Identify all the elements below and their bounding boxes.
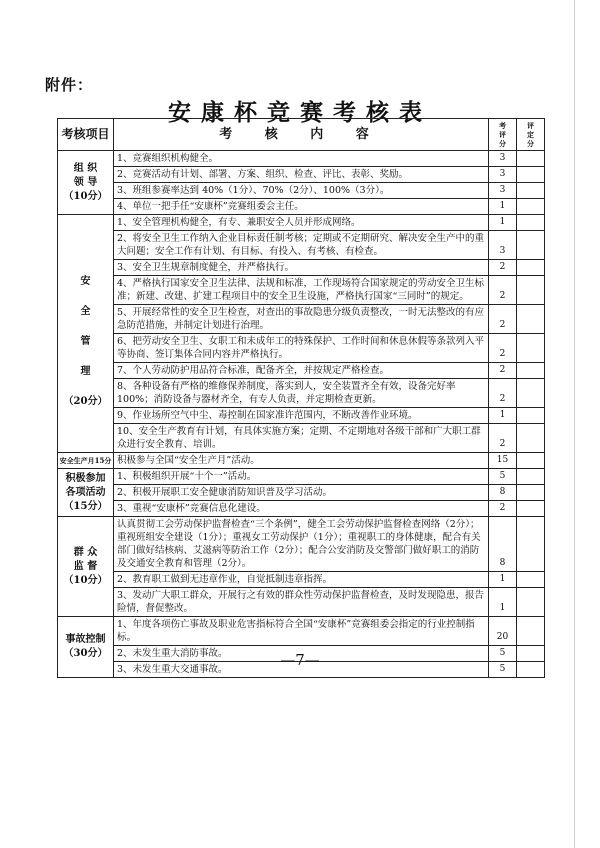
header-content: 考 核 内 容 xyxy=(114,119,489,151)
item-score: 5 xyxy=(489,469,517,485)
table-row xyxy=(58,588,545,617)
item-score: 3 xyxy=(489,167,517,183)
table-row xyxy=(58,517,545,572)
rating-cell[interactable] xyxy=(517,408,545,424)
item-text: 9、作业场所空气中尘、毒控制在国家准许范围内，不断改善作业环境。 xyxy=(114,408,489,424)
table-row xyxy=(58,453,545,469)
table-row xyxy=(58,469,545,485)
item-score: 3 xyxy=(489,231,517,260)
category-line: （30分） xyxy=(63,648,108,659)
item-score: 8 xyxy=(489,485,517,501)
item-text: 积极参与全国“安全生产月”活动。 xyxy=(114,453,489,469)
rating-cell[interactable] xyxy=(517,617,545,646)
category-cell xyxy=(58,215,114,453)
header-rating: 评 定 分 xyxy=(517,119,545,151)
category-cell xyxy=(58,469,114,517)
item-text: 5、开展经常性的安全卫生检查，对查出的事故隐患分级负责整改，一时无法整改的有应急防范措施，并制定计划进行治理。 xyxy=(114,305,489,334)
item-score: 2 xyxy=(489,260,517,276)
page-title: 安康杯竞赛考核表 xyxy=(168,99,432,126)
category-line: 积极参加 xyxy=(65,472,106,484)
category-cell xyxy=(58,151,114,215)
item-text: 8、各种设备有严格的维修保养制度，落实到人，安全装置齐全有效，设备完好率 100%；消防设备与器材齐全，有专人负责，并定期检查更新。 xyxy=(114,379,489,408)
item-text: 认真贯彻工会劳动保护监督检查“三个条例”，健全工会劳动保护监督检查网络（2分）；重视班组安全建设（1分）；重视女工劳动保护（1分）；重视职工的身体健康，配合有关部门做好结核病、艾滋病等防治工作（2分）；配合公安消防及交警部门做好职工的消防及交通安全教育和管理（2分）。 xyxy=(114,517,489,572)
rating-cell[interactable] xyxy=(517,231,545,260)
category-line: 群 众 xyxy=(73,546,98,558)
item-text: 3、班组参赛率达到 40%（1分）、70%（2分）、100%（3分）。 xyxy=(114,183,489,199)
category-line: 监 督 xyxy=(73,560,98,572)
rating-cell[interactable] xyxy=(517,334,545,363)
category-line: （10分） xyxy=(63,574,108,586)
category-line: （20分） xyxy=(63,395,108,407)
table-row xyxy=(58,167,545,183)
item-text: 4、单位一把手任“安康杯”竞赛组委会主任。 xyxy=(114,199,489,215)
table-header-row xyxy=(58,119,545,151)
category-line: 理 xyxy=(80,365,91,377)
item-score: 8 xyxy=(489,517,517,572)
item-text: 1、积极组织开展“十个一”活动。 xyxy=(114,469,489,485)
header-category: 考核项目 xyxy=(58,119,114,151)
rating-cell[interactable] xyxy=(517,424,545,453)
item-text: 2、积极开展职工安全健康消防知识普及学习活动。 xyxy=(114,485,489,501)
category-line: 安全生产月15分 xyxy=(59,456,112,465)
rating-cell[interactable] xyxy=(517,453,545,469)
table-row xyxy=(58,334,545,363)
item-text: 10、安全生产教育有计划，有具体实施方案；定期、不定期地对各级干部和广大职工群众进行安全教育、培训。 xyxy=(114,424,489,453)
rating-cell[interactable] xyxy=(517,379,545,408)
table-row xyxy=(58,379,545,408)
table-row xyxy=(58,424,545,453)
item-score: 1 xyxy=(489,588,517,617)
item-text: 3、发动广大职工群众，开展行之有效的群众性劳动保护监督检查，及时发现隐患，报告险情，督促整改。 xyxy=(114,588,489,617)
table-row xyxy=(58,305,545,334)
item-score: 1 xyxy=(489,199,517,215)
item-score: 15 xyxy=(489,453,517,469)
assessment-table xyxy=(57,118,545,678)
item-score: 20 xyxy=(489,617,517,646)
category-line: 全 xyxy=(80,305,91,317)
header-score: 考 评 分 xyxy=(489,119,517,151)
item-score: 2 xyxy=(489,379,517,408)
item-text: 2、教育职工做到无违章作业，自觉抵制违章指挥。 xyxy=(114,572,489,588)
rating-cell[interactable] xyxy=(517,517,545,572)
item-text: 2、未发生重大消防事故。 xyxy=(114,646,489,662)
item-score: 2 xyxy=(489,424,517,453)
table-row xyxy=(58,485,545,501)
item-score: 5 xyxy=(489,662,517,678)
table-row xyxy=(58,260,545,276)
rating-cell[interactable] xyxy=(517,215,545,231)
rating-cell[interactable] xyxy=(517,501,545,517)
category-line: 组 织 xyxy=(73,162,98,174)
item-score: 1 xyxy=(489,572,517,588)
table-row xyxy=(58,276,545,305)
item-text: 1、安全管理机构健全，有专、兼职安全人员并形成网络。 xyxy=(114,215,489,231)
category-line: 管 xyxy=(80,335,91,347)
item-text: 1、年度各项伤亡事故及职业危害指标符合全国“安康杯”竞赛组委会指定的行业控制指标。 xyxy=(114,617,489,646)
rating-cell[interactable] xyxy=(517,276,545,305)
rating-cell[interactable] xyxy=(517,469,545,485)
item-text: 7、个人劳动防护用品符合标准，配备齐全，并按规定严格检查。 xyxy=(114,363,489,379)
rating-cell[interactable] xyxy=(517,363,545,379)
table-row xyxy=(58,501,545,517)
rating-cell[interactable] xyxy=(517,588,545,617)
item-text: 3、安全卫生规章制度健全，并严格执行。 xyxy=(114,260,489,276)
rating-cell[interactable] xyxy=(517,183,545,199)
rating-cell[interactable] xyxy=(517,260,545,276)
table-row xyxy=(58,363,545,379)
item-score: 3 xyxy=(489,183,517,199)
item-score: 1 xyxy=(489,215,517,231)
table-row xyxy=(58,231,545,260)
table-row xyxy=(58,183,545,199)
item-score: 3 xyxy=(489,151,517,167)
category-line: 事故控制 xyxy=(65,634,106,645)
table-row xyxy=(58,408,545,424)
item-text: 2、将安全卫生工作纳入企业目标责任制考核；定期或不定期研究、解决安全生产中的重大问题；安全工作有计划、有目标、有投入、有考核、有检查。 xyxy=(114,231,489,260)
item-text: 4、严格执行国家安全卫生法律、法规和标准，工作现场符合国家规定的劳动安全卫生标准；新建、改建、扩建工程项目中的安全卫生设施，严格执行国家“三同时”的规定。 xyxy=(114,276,489,305)
category-line: 安 xyxy=(80,275,91,287)
table-row xyxy=(58,617,545,646)
item-text: 6、把劳动安全卫生、女职工和未成年工的特殊保护、工作时间和休息休假等条款列入平等协商、签订集体合同内容并严格执行。 xyxy=(114,334,489,363)
item-text: 1、竞赛组织机构健全。 xyxy=(114,151,489,167)
attachment-label: 附件： xyxy=(45,76,94,94)
rating-cell[interactable] xyxy=(517,167,545,183)
item-score: 2 xyxy=(489,334,517,363)
category-line: 各项活动 xyxy=(65,486,106,498)
rating-cell[interactable] xyxy=(517,572,545,588)
item-text: 3、未发生重大交通事故。 xyxy=(114,662,489,678)
table-row xyxy=(58,151,545,167)
rating-cell[interactable] xyxy=(517,485,545,501)
item-score: 2 xyxy=(489,501,517,517)
table-row xyxy=(58,572,545,588)
category-line: （10分） xyxy=(63,190,108,202)
rating-cell[interactable] xyxy=(517,151,545,167)
category-cell xyxy=(58,517,114,617)
rating-cell[interactable] xyxy=(517,199,545,215)
table-row xyxy=(58,199,545,215)
item-text: 2、竞赛活动有计划、部署、方案、组织、检查、评比、表彰、奖励。 xyxy=(114,167,489,183)
rating-cell[interactable] xyxy=(517,305,545,334)
table-body xyxy=(58,151,545,678)
item-score: 2 xyxy=(489,305,517,334)
category-line: （15分） xyxy=(63,500,108,512)
page-number: —7— xyxy=(280,651,320,669)
category-line: 领 导 xyxy=(73,176,98,188)
category-cell xyxy=(58,453,114,469)
item-score: 5 xyxy=(489,646,517,662)
item-text: 3、重视“安康杯”竞赛信息化建设。 xyxy=(114,501,489,517)
item-score: 2 xyxy=(489,363,517,379)
item-score: 1 xyxy=(489,408,517,424)
scan-fold-line xyxy=(574,0,575,848)
item-score: 2 xyxy=(489,276,517,305)
table-row xyxy=(58,215,545,231)
